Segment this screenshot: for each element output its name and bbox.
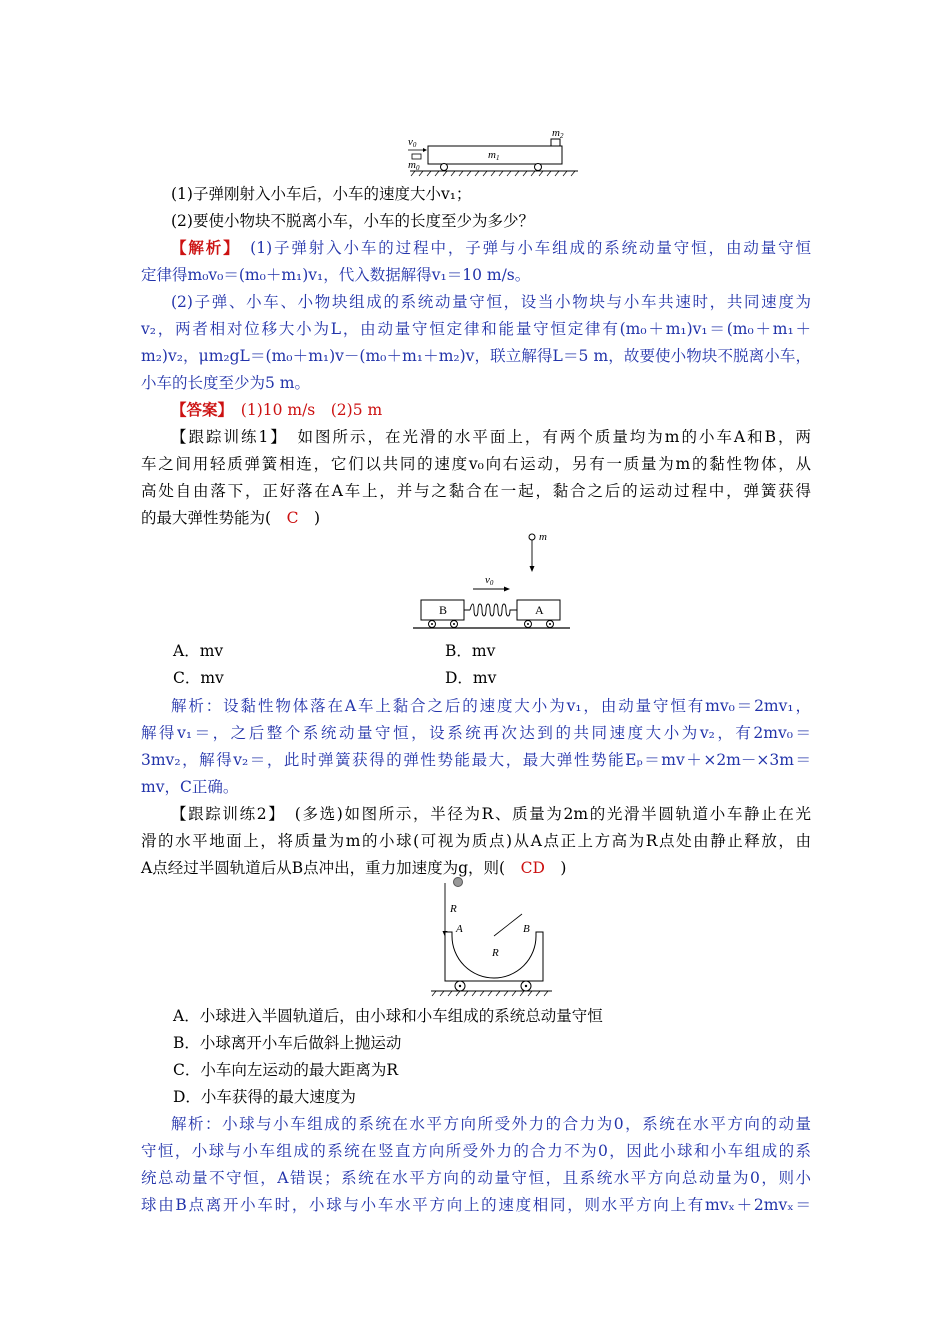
t1-solution-line-3: 3mv₂，解得v₂＝，此时弹簧获得的弹性势能最大，最大弹性势能Eₚ＝mv＋×2m－×3m＝: [141, 751, 811, 769]
answer-text: (1)10 m/s (2)5 m: [240, 401, 383, 419]
jiexi-label: 【解析】: [171, 238, 233, 257]
daan-label: 【答案】: [171, 400, 226, 419]
question-1: (1)子弹刚射入小车后，小车的速度大小v₁；: [171, 185, 472, 203]
t1-option-c[interactable]: C．mv: [173, 669, 224, 687]
training1-answer: C: [286, 509, 299, 527]
wheel-left: [441, 164, 448, 171]
figure-bullet-cart: [395, 128, 595, 180]
answer-line: [171, 400, 811, 420]
t1-solution-label: 解析：: [171, 697, 224, 715]
training1-line-3: 高处自由落下，正好落在A车上，并与之黏合在一起，黏合之后的运动过程中，弹簧获得: [141, 482, 811, 500]
figure-semicircle-cart: [428, 874, 556, 1000]
point-A: A: [456, 923, 463, 935]
spring: [464, 604, 517, 616]
ball: [454, 878, 463, 887]
solution-line-5: m₂)v₂，μm₂gL＝(m₀＋m₁)v－(m₀＋m₁＋m₂)v，联立解得L＝5 m，故要使小物块不脱离小车，: [141, 347, 811, 365]
falling-object: [529, 534, 535, 540]
fig3-R-radius: R: [492, 947, 499, 959]
question-2: (2)要使小物块不脱离小车，小车的长度至少为多少？: [171, 212, 534, 230]
t1-option-a[interactable]: A．mv: [173, 642, 224, 660]
t1-solution-line-4: mv，C正确。: [141, 778, 239, 796]
svg-text:m1: m1: [488, 149, 500, 162]
wheel-right: [535, 164, 542, 171]
svg-text:v0: v0: [408, 136, 417, 149]
t2-option-b[interactable]: B．小球离开小车后做斜上抛运动: [173, 1034, 402, 1052]
solution-line-4: v₂，两者相对位移大小为L，由动量守恒定律和能量守恒定律有(m₀＋m₁)v₁＝(m₀＋m₁＋: [141, 320, 811, 338]
t2-solution-line-4: 球由B点离开小车时，小球与小车水平方向上的速度相同，则水平方向上有mvₓ＋2mvₓ＝: [141, 1196, 811, 1214]
t2-option-a[interactable]: A．小球进入半圆轨道后，由小球和小车组成的系统总动量守恒: [173, 1007, 603, 1025]
svg-text:m0: m0: [408, 159, 420, 172]
training2-line-2: 滑的水平地面上，将质量为m的小球(可视为质点)从A点正上方高为R点处由静止释放，由: [141, 832, 811, 850]
t2-solution-label: 解析：: [171, 1115, 223, 1133]
t2-option-c[interactable]: C．小车向左运动的最大距离为R: [173, 1061, 399, 1079]
solution-line-6: 小车的长度至少为5 m。: [141, 374, 310, 392]
training2-line-3: A点经过半圆轨道后从B点冲出，重力加速度为g，则( CD ): [141, 859, 567, 877]
training1-label: 【跟踪训练1】: [171, 428, 281, 446]
t1-solution-line-1: 解析：设黏性物体落在A车上黏合之后的速度大小为v₁，由动量守恒有mv₀＝2mv₁，: [171, 697, 811, 715]
solution-line-2: 定律得m₀v₀＝(m₀＋m₁)v₁，代入数据解得v₁＝10 m/s。: [141, 266, 531, 284]
training2-line-1: 【跟踪训练2】 (多选)如图所示，半径为R、质量为2m的光滑半圆轨道小车静止在光: [171, 805, 811, 823]
cart-B-label: B: [439, 603, 448, 617]
t2-solution-line-2: 守恒，小球与小车组成的系统在竖直方向所受外力的合力不为0，因此小球和小车组成的系: [141, 1142, 811, 1160]
t1-solution-line-2: 解得v₁＝，之后整个系统动量守恒，设系统再次达到的共同速度大小为v₂，有2mv₀＝: [141, 724, 811, 742]
fig2-m: m: [539, 531, 547, 543]
training2-answer: CD: [520, 859, 545, 877]
solution-line-1: 【解析】 (1)子弹射入小车的过程中，子弹与小车组成的系统动量守恒，由动量守恒: [171, 238, 811, 257]
t2-solution-line-3: 统总动量不守恒，A错误；系统在水平方向的动量守恒，且系统水平方向总动量为0，则小: [141, 1169, 811, 1187]
training2-label: 【跟踪训练2】: [171, 805, 278, 823]
solution-line-3: (2)子弹、小车、小物块组成的系统动量守恒，设当小物块与小车共速时，共同速度为: [171, 293, 811, 311]
point-B: B: [523, 923, 530, 935]
svg-text:m2: m2: [552, 128, 564, 140]
training1-line-1: 【跟踪训练1】 如图所示，在光滑的水平面上，有两个质量均为m的小车A和B，两: [171, 428, 811, 446]
t2-solution-line-1: 解析：小球与小车组成的系统在水平方向所受外力的合力为0，系统在水平方向的动量: [171, 1115, 811, 1133]
fig1-v0: v: [408, 136, 413, 148]
training1-line-2: 车之间用轻质弹簧相连，它们以共同的速度v₀向右运动，另有一质量为m的黏性物体，从: [141, 455, 811, 473]
fig3-R-height: R: [450, 903, 457, 915]
t2-option-d[interactable]: D．小车获得的最大速度为: [173, 1088, 356, 1106]
svg-text:v0: v0: [485, 574, 494, 587]
cart-A-label: A: [535, 603, 544, 617]
t1-option-d[interactable]: D．mv: [445, 669, 497, 687]
block-m2: [551, 139, 560, 146]
t1-option-b[interactable]: B．mv: [445, 642, 496, 660]
training1-line-4: 的最大弹性势能为( C ): [141, 509, 321, 527]
figure-two-carts-spring: [410, 528, 575, 636]
